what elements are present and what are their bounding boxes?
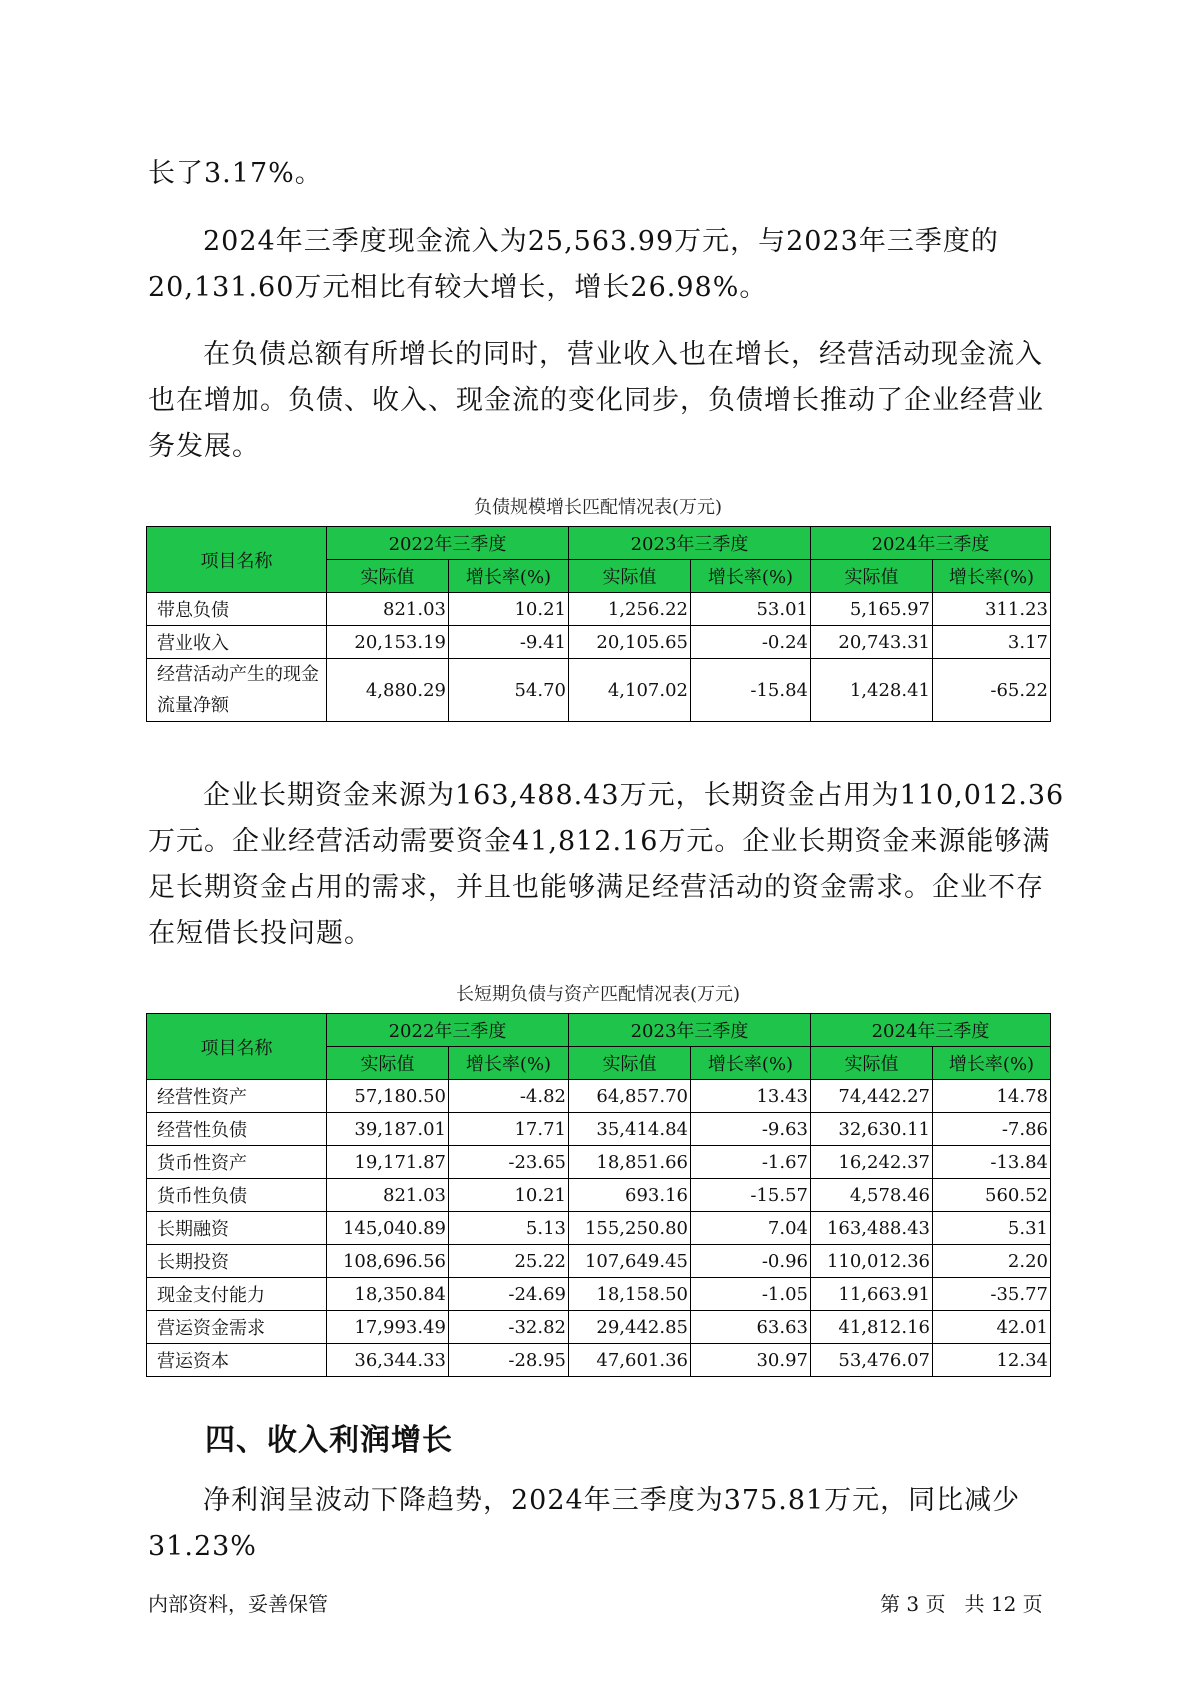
table-cell: 64,857.70 (569, 1080, 691, 1113)
table-row (147, 1212, 1051, 1245)
table-cell: 4,880.29 (327, 659, 449, 722)
actual-header: 实际值 (569, 1047, 691, 1080)
growth-header: 增长率(%) (691, 1047, 811, 1080)
table-cell: 163,488.43 (811, 1212, 933, 1245)
row-label: 经营活动产生的现金流量净额 (147, 659, 327, 722)
table-cell: -0.96 (691, 1245, 811, 1278)
table-cell: -32.82 (449, 1311, 569, 1344)
growth-header: 增长率(%) (691, 560, 811, 593)
table-cell: 63.63 (691, 1311, 811, 1344)
table-cell: 7.04 (691, 1212, 811, 1245)
table-cell: 53.01 (691, 593, 811, 626)
table-cell: 13.43 (691, 1080, 811, 1113)
table-cell: 47,601.36 (569, 1344, 691, 1377)
table-cell: 41,812.16 (811, 1311, 933, 1344)
table-row (147, 626, 1051, 659)
table-cell: 2.20 (933, 1245, 1051, 1278)
row-label: 经营性负债 (147, 1113, 327, 1146)
table-cell: -13.84 (933, 1146, 1051, 1179)
table-cell: 14.78 (933, 1080, 1051, 1113)
table-cell: -0.24 (691, 626, 811, 659)
actual-header: 实际值 (327, 560, 449, 593)
table-cell: -1.05 (691, 1278, 811, 1311)
table-cell: 57,180.50 (327, 1080, 449, 1113)
table-cell: 3.17 (933, 626, 1051, 659)
footer-confidential-note: 内部资料，妥善保管 (148, 1592, 328, 1616)
table-cell: -23.65 (449, 1146, 569, 1179)
table-row (147, 1179, 1051, 1212)
table-cell: 17,993.49 (327, 1311, 449, 1344)
row-label: 营运资金需求 (147, 1311, 327, 1344)
table-cell: -9.41 (449, 626, 569, 659)
table-cell: 20,153.19 (327, 626, 449, 659)
table1-caption: 负债规模增长匹配情况表(万元) (473, 497, 723, 518)
table-cell: -7.86 (933, 1113, 1051, 1146)
growth-header: 增长率(%) (449, 1047, 569, 1080)
table-row (147, 659, 1051, 722)
paragraph-cash-inflow: 2024年三季度现金流入为25,563.99万元，与2023年三季度的20,131.60万元相比有较大增长，增长26.98%。 (148, 226, 999, 303)
row-label: 经营性资产 (147, 1080, 327, 1113)
table-cell: 32,630.11 (811, 1113, 933, 1146)
actual-header: 实际值 (327, 1047, 449, 1080)
growth-header: 增长率(%) (449, 560, 569, 593)
table-cell: 108,696.56 (327, 1245, 449, 1278)
table-cell: 4,107.02 (569, 659, 691, 722)
table-cell: 821.03 (327, 593, 449, 626)
table-cell: 311.23 (933, 593, 1051, 626)
table-cell: 30.97 (691, 1344, 811, 1377)
table-cell: 560.52 (933, 1179, 1051, 1212)
table-cell: 145,040.89 (327, 1212, 449, 1245)
actual-header: 实际值 (811, 1047, 933, 1080)
actual-header: 实际值 (811, 560, 933, 593)
row-label: 营业收入 (147, 626, 327, 659)
paragraph-continuation: 长了3.17%。 (148, 158, 323, 189)
table2-caption: 长短期负债与资产匹配情况表(万元) (455, 984, 741, 1005)
table-cell: 35,414.84 (569, 1113, 691, 1146)
table-cell: 29,442.85 (569, 1311, 691, 1344)
table-cell: 5.31 (933, 1212, 1051, 1245)
table-cell: 20,105.65 (569, 626, 691, 659)
table-cell: 18,158.50 (569, 1278, 691, 1311)
period-header: 2022年三季度 (327, 527, 569, 560)
table-cell: 53,476.07 (811, 1344, 933, 1377)
table-row (147, 1113, 1051, 1146)
table-cell: 36,344.33 (327, 1344, 449, 1377)
period-header: 2024年三季度 (811, 1014, 1051, 1047)
row-label: 货币性负债 (147, 1179, 327, 1212)
paragraph-net-profit: 净利润呈波动下降趋势，2024年三季度为375.81万元，同比减少31.23% (148, 1485, 1021, 1562)
table-cell: -15.84 (691, 659, 811, 722)
paragraph-long-term-funding: 企业长期资金来源为163,488.43万元，长期资金占用为110,012.36万元。企业经营活动需要资金41,812.16万元。企业长期资金来源能够满足长期资金占用的需求，并且也能够满足经营活动的资金需求。企业不存在短借长投问题。 (148, 780, 1065, 949)
table-cell: -9.63 (691, 1113, 811, 1146)
growth-header: 增长率(%) (933, 1047, 1051, 1080)
period-header: 2023年三季度 (569, 1014, 811, 1047)
table-header-row (147, 527, 1051, 560)
table-cell: 5.13 (449, 1212, 569, 1245)
actual-header: 实际值 (569, 560, 691, 593)
table-cell: 1,428.41 (811, 659, 933, 722)
table-row (147, 1080, 1051, 1113)
table-row (147, 1245, 1051, 1278)
row-label: 带息负债 (147, 593, 327, 626)
table-cell: 18,350.84 (327, 1278, 449, 1311)
table-cell: 19,171.87 (327, 1146, 449, 1179)
table-cell: 25.22 (449, 1245, 569, 1278)
asset-liability-match-table (146, 1013, 1051, 1377)
table-cell: -4.82 (449, 1080, 569, 1113)
table-cell: 42.01 (933, 1311, 1051, 1344)
table-cell: 74,442.27 (811, 1080, 933, 1113)
section-heading: 四、收入利润增长 (205, 1423, 453, 1458)
table-cell: -1.67 (691, 1146, 811, 1179)
growth-header: 增长率(%) (933, 560, 1051, 593)
table-cell: 20,743.31 (811, 626, 933, 659)
table-cell: 54.70 (449, 659, 569, 722)
row-label: 营运资本 (147, 1344, 327, 1377)
table-row (147, 1146, 1051, 1179)
table-cell: 1,256.22 (569, 593, 691, 626)
table-header-row (147, 1014, 1051, 1047)
table-cell: -28.95 (449, 1344, 569, 1377)
table-row (147, 593, 1051, 626)
table-cell: 10.21 (449, 593, 569, 626)
table-cell: 39,187.01 (327, 1113, 449, 1146)
table-cell: 4,578.46 (811, 1179, 933, 1212)
period-header: 2022年三季度 (327, 1014, 569, 1047)
table-row (147, 1344, 1051, 1377)
table-row (147, 1278, 1051, 1311)
period-header: 2024年三季度 (811, 527, 1051, 560)
row-label: 长期融资 (147, 1212, 327, 1245)
row-label: 现金支付能力 (147, 1278, 327, 1311)
table-cell: -15.57 (691, 1179, 811, 1212)
table-cell: 107,649.45 (569, 1245, 691, 1278)
table-row (147, 1311, 1051, 1344)
debt-growth-table (146, 526, 1051, 722)
table-cell: 693.16 (569, 1179, 691, 1212)
table-cell: -24.69 (449, 1278, 569, 1311)
table-cell: 17.71 (449, 1113, 569, 1146)
table-cell: 18,851.66 (569, 1146, 691, 1179)
item-name-header: 项目名称 (147, 527, 327, 593)
item-name-header: 项目名称 (147, 1014, 327, 1080)
table-cell: 5,165.97 (811, 593, 933, 626)
row-label: 货币性资产 (147, 1146, 327, 1179)
table-cell: 10.21 (449, 1179, 569, 1212)
paragraph-debt-growth: 在负债总额有所增长的同时，营业收入也在增长，经营活动现金流入也在增加。负债、收入、现金流的变化同步，负债增长推动了企业经营业务发展。 (148, 339, 1044, 462)
table-cell: 11,663.91 (811, 1278, 933, 1311)
table-cell: 16,242.37 (811, 1146, 933, 1179)
table-cell: 110,012.36 (811, 1245, 933, 1278)
period-header: 2023年三季度 (569, 527, 811, 560)
table-cell: 821.03 (327, 1179, 449, 1212)
footer-page-number: 第 3 页 共 12 页 (880, 1592, 1043, 1616)
row-label: 长期投资 (147, 1245, 327, 1278)
table-cell: -35.77 (933, 1278, 1051, 1311)
table-cell: 12.34 (933, 1344, 1051, 1377)
table-cell: 155,250.80 (569, 1212, 691, 1245)
table-cell: -65.22 (933, 659, 1051, 722)
